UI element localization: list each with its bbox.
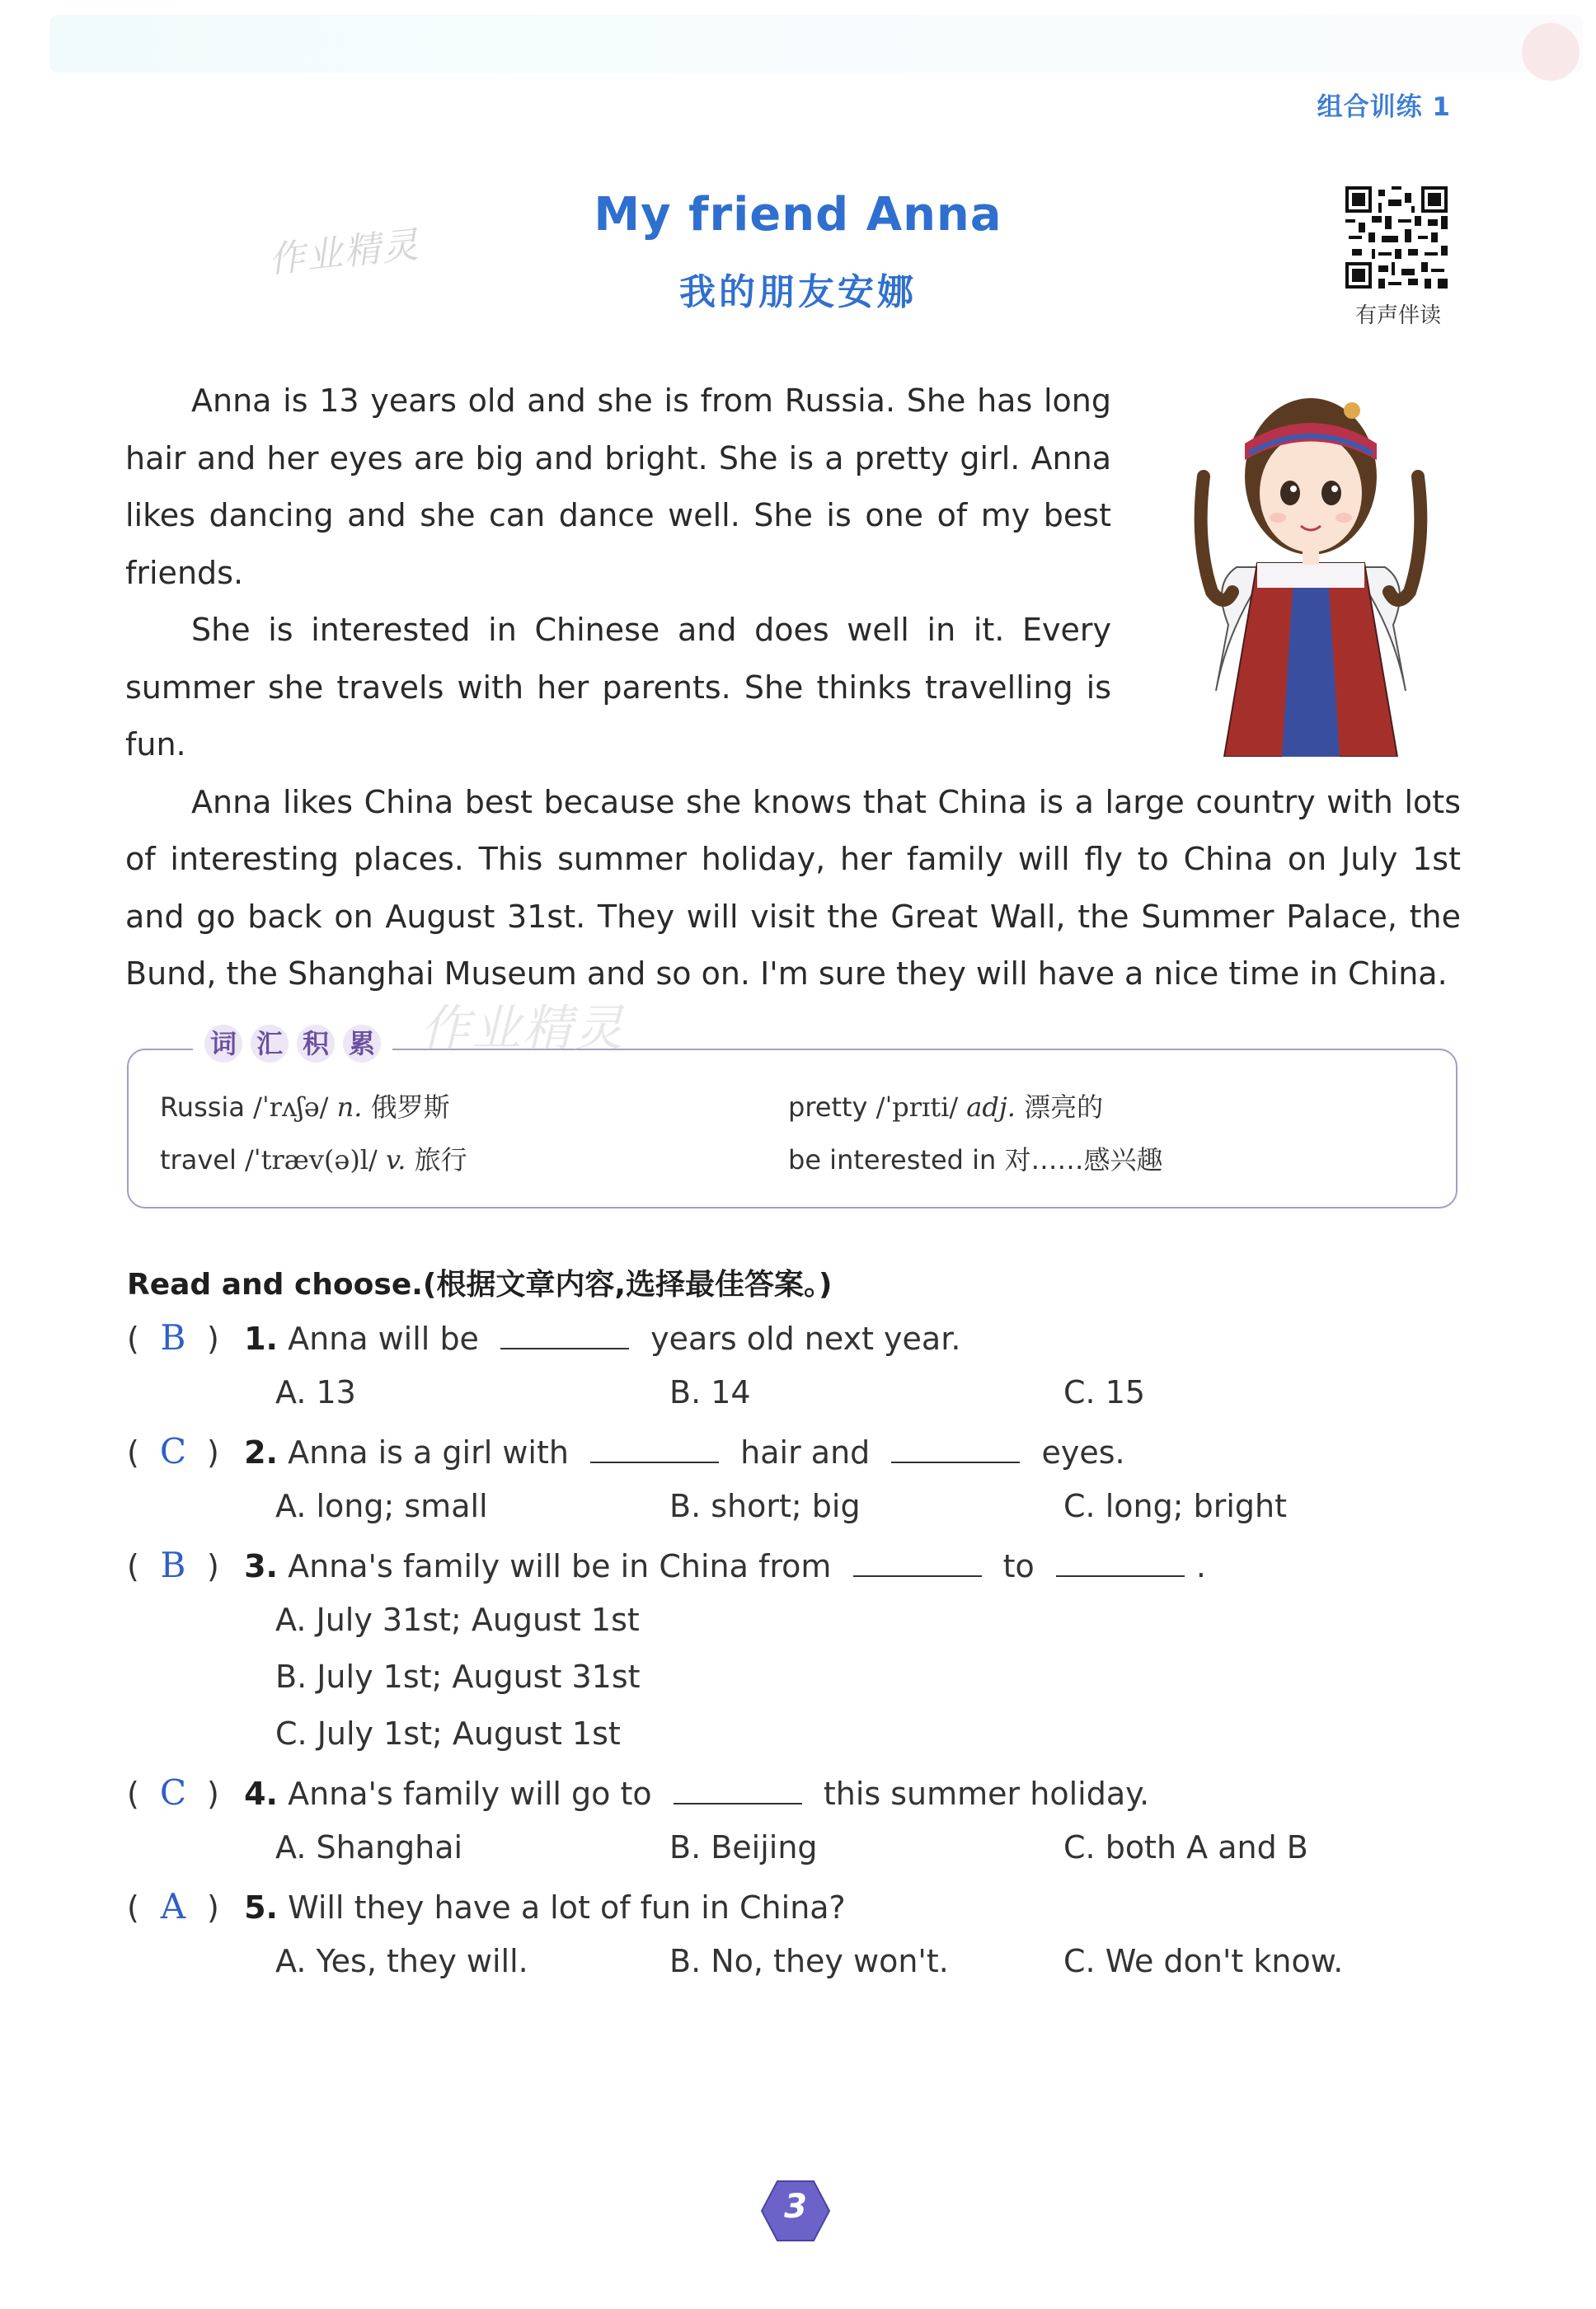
vocab-item xyxy=(788,1086,1103,1124)
answer-letter[interactable]: B xyxy=(160,1545,186,1585)
question-row xyxy=(127,1886,846,1927)
question-row xyxy=(127,1317,960,1358)
question-text: Anna is a girl with xyxy=(288,1434,569,1471)
answer-blank[interactable] xyxy=(674,1778,802,1804)
vocab-word: be interested in xyxy=(788,1144,997,1176)
question-text: hair and xyxy=(740,1434,871,1471)
answer-letter[interactable]: B xyxy=(160,1317,186,1358)
option-b[interactable]: B. July 1st; August 31st xyxy=(275,1659,641,1695)
option-c[interactable]: C. 15 xyxy=(1063,1374,1146,1410)
qr-caption: 有声伴读 xyxy=(1354,303,1441,328)
answer-letter[interactable]: A xyxy=(160,1886,186,1927)
question-row xyxy=(127,1772,1149,1813)
option-a[interactable]: A. 13 xyxy=(275,1374,356,1410)
vocab-heading-char: 积 xyxy=(297,1025,335,1063)
vocab-pos: v. xyxy=(385,1144,406,1176)
corner-decoration xyxy=(1522,23,1580,81)
answer-letter[interactable]: C xyxy=(159,1431,186,1471)
passage-paragraph: She is interested in Chinese and does well in it. Every summer she travels with her parents. She thinks travelling is fun. xyxy=(125,612,1111,763)
passage-paragraph: Anna is 13 years old and she is from Russia. She has long hair and her eyes are big and bright. She is a pretty girl. Anna likes dancing and she can dance well. She is one of my best friends. xyxy=(125,382,1111,591)
vocabulary-box xyxy=(127,1049,1458,1208)
header-band xyxy=(49,15,1583,73)
page-title: My friend Anna xyxy=(594,188,1002,242)
option-b[interactable]: B. 14 xyxy=(669,1374,751,1410)
vocab-meaning: 对……感兴趣 xyxy=(1004,1144,1163,1176)
answer-bracket: ( A ) xyxy=(127,1886,219,1927)
option-a[interactable]: A. July 31st; August 1st xyxy=(275,1602,640,1638)
vocab-meaning: 俄罗斯 xyxy=(370,1091,450,1123)
question-text: . xyxy=(1195,1548,1206,1584)
answer-letter[interactable]: C xyxy=(159,1772,186,1813)
vocab-item xyxy=(788,1139,1162,1177)
instruction-english: Read and choose. xyxy=(127,1268,423,1302)
option-c[interactable]: C. both A and B xyxy=(1063,1829,1308,1866)
vocab-heading-char: 累 xyxy=(343,1025,381,1063)
question-row xyxy=(127,1431,1125,1471)
vocab-pos: n. xyxy=(336,1091,363,1123)
option-c[interactable]: C. long; bright xyxy=(1063,1488,1287,1524)
answer-blank[interactable] xyxy=(853,1551,982,1577)
question-row xyxy=(127,1545,1206,1585)
question-text: Will they have a lot of fun in China? xyxy=(288,1889,846,1926)
answer-blank[interactable] xyxy=(590,1437,719,1463)
page-number: 3 xyxy=(784,2188,807,2226)
vocab-word: travel xyxy=(160,1144,237,1176)
option-a[interactable]: A. Shanghai xyxy=(275,1829,463,1866)
answer-blank[interactable] xyxy=(891,1437,1020,1463)
vocab-heading-char: 词 xyxy=(204,1025,242,1063)
watermark: 作业精灵 xyxy=(266,223,422,282)
option-a[interactable]: A. long; small xyxy=(275,1488,488,1524)
option-a[interactable]: A. Yes, they will. xyxy=(275,1943,528,1979)
instruction-chinese: (根据文章内容,选择最佳答案。) xyxy=(422,1268,833,1302)
reading-passage xyxy=(125,373,1461,1003)
question-number: 1. xyxy=(244,1321,278,1357)
vocab-meaning: 漂亮的 xyxy=(1024,1091,1104,1123)
option-b[interactable]: B. Beijing xyxy=(669,1829,818,1866)
question-text: Anna will be xyxy=(288,1321,479,1357)
watermark: 作业精灵 xyxy=(420,1000,625,1058)
vocabulary-heading xyxy=(193,1019,392,1068)
question-text: eyes. xyxy=(1041,1434,1125,1471)
answer-bracket: ( C ) xyxy=(127,1431,219,1471)
section-label: 组合训练 1 xyxy=(1317,92,1451,122)
question-text: this summer holiday. xyxy=(823,1776,1150,1812)
question-number: 4. xyxy=(244,1776,278,1812)
option-c[interactable]: C. We don't know. xyxy=(1063,1943,1344,1979)
answer-bracket: ( B ) xyxy=(127,1317,219,1358)
option-c[interactable]: C. July 1st; August 1st xyxy=(275,1715,621,1752)
answer-bracket: ( C ) xyxy=(127,1772,219,1813)
vocab-pos: adj. xyxy=(966,1091,1016,1123)
vocab-phonetic: /ˈprɪti/ xyxy=(875,1091,959,1123)
vocab-item xyxy=(160,1086,450,1124)
question-number: 5. xyxy=(244,1889,278,1926)
passage-paragraph: Anna likes China best because she knows that China is a large country with lots of interesting places. This summer holiday, her family will fly to China on July 1st and go back on August 31st. They will visit the Great Wall, the Summer Palace, the Bund, the Shanghai Museum and so on. I'm sure they will have a nice time in China. xyxy=(125,783,1461,992)
vocab-word: Russia xyxy=(160,1091,245,1123)
qr-code-icon[interactable] xyxy=(1345,186,1448,289)
vocab-heading-char: 汇 xyxy=(251,1025,289,1063)
answer-blank[interactable] xyxy=(500,1323,629,1349)
question-text: Anna's family will go to xyxy=(288,1776,652,1812)
question-text: to xyxy=(1002,1548,1035,1584)
vocab-meaning: 旅行 xyxy=(414,1144,467,1176)
vocab-phonetic: /ˈtræv(ə)l/ xyxy=(245,1144,378,1176)
vocab-phonetic: /ˈrʌʃə/ xyxy=(253,1091,329,1123)
vocab-word: pretty xyxy=(788,1091,868,1123)
option-b[interactable]: B. short; big xyxy=(669,1488,861,1524)
exercise-instruction xyxy=(127,1261,833,1303)
vocab-item xyxy=(160,1139,467,1177)
option-b[interactable]: B. No, they won't. xyxy=(669,1943,949,1979)
question-text: years old next year. xyxy=(650,1321,961,1357)
question-number: 3. xyxy=(244,1548,278,1584)
answer-bracket: ( B ) xyxy=(127,1545,219,1585)
answer-blank[interactable] xyxy=(1056,1551,1185,1577)
page-subtitle: 我的朋友安娜 xyxy=(679,271,917,313)
question-number: 2. xyxy=(244,1434,278,1471)
question-text: Anna's family will be in China from xyxy=(288,1548,832,1584)
